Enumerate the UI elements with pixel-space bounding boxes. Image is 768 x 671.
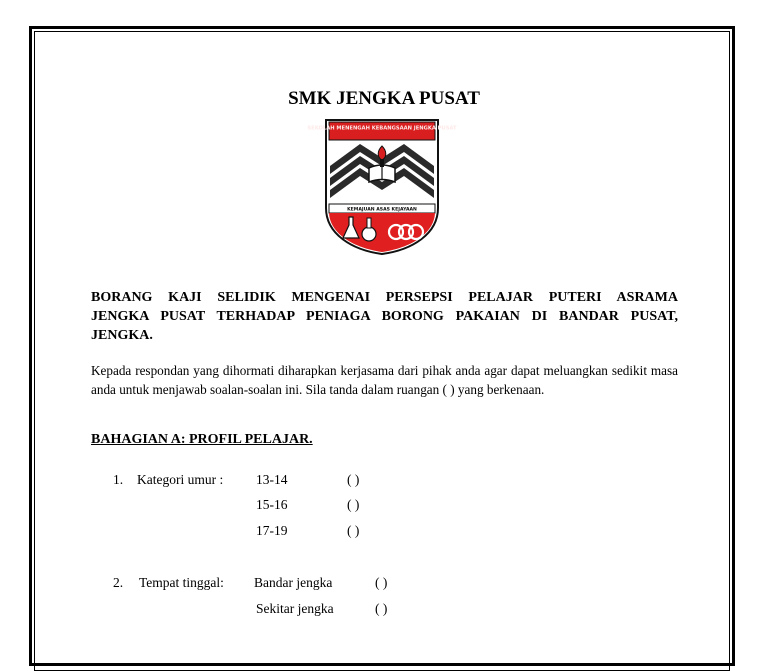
q1-option-13-14: 13-14 [256,472,288,487]
question-1-number: 1. [113,472,124,487]
form-title-line-3: JENGKA. [91,328,153,343]
form-title [91,288,678,345]
q2-checkbox-bandar-jengka[interactable]: ( ) [375,575,388,590]
section-a-heading: BAHAGIAN A: PROFIL PELAJAR. [91,432,313,447]
school-crest-logo [307,116,457,256]
q1-option-17-19: 17-19 [256,523,288,538]
form-title-line-1: BORANG KAJI SELIDIK MENGENAI PERSEPSI PELAJAR PUTERI ASRAMA [91,290,678,305]
question-2-label: Tempat tinggal: [139,575,224,590]
q1-checkbox-17-19[interactable]: ( ) [347,523,360,538]
question-2-number: 2. [113,575,124,590]
q1-option-15-16: 15-16 [256,497,288,512]
question-1-label: Kategori umur : [137,472,224,487]
q2-option-bandar-jengka: Bandar jengka [254,575,333,590]
form-title-line-2: JENGKA PUSAT TERHADAP PENIAGA BORONG PAKAIAN DI BANDAR PUSAT, [91,309,678,324]
q2-checkbox-sekitar-jengka[interactable]: ( ) [375,601,388,616]
q2-option-sekitar-jengka: Sekitar jengka [256,601,334,616]
school-title: SMK JENGKA PUSAT [288,88,480,109]
crest-banner-bottom: KEMAJUAN ASAS KEJAYAAN [347,207,417,213]
crest-banner-top: SEKOLAH MENENGAH KEBANGSAAN JENGKA PUSAT [307,125,457,132]
q1-checkbox-13-14[interactable]: ( ) [347,472,360,487]
q1-checkbox-15-16[interactable]: ( ) [347,497,360,512]
intro-paragraph: Kepada respondan yang dihormati diharapkan kerjasama dari pihak anda agar dapat meluangkan sedikit masa anda untuk menjawab soalan-soalan ini. Sila tanda dalam ruangan ( ) yang berkenaan. [91,363,678,397]
